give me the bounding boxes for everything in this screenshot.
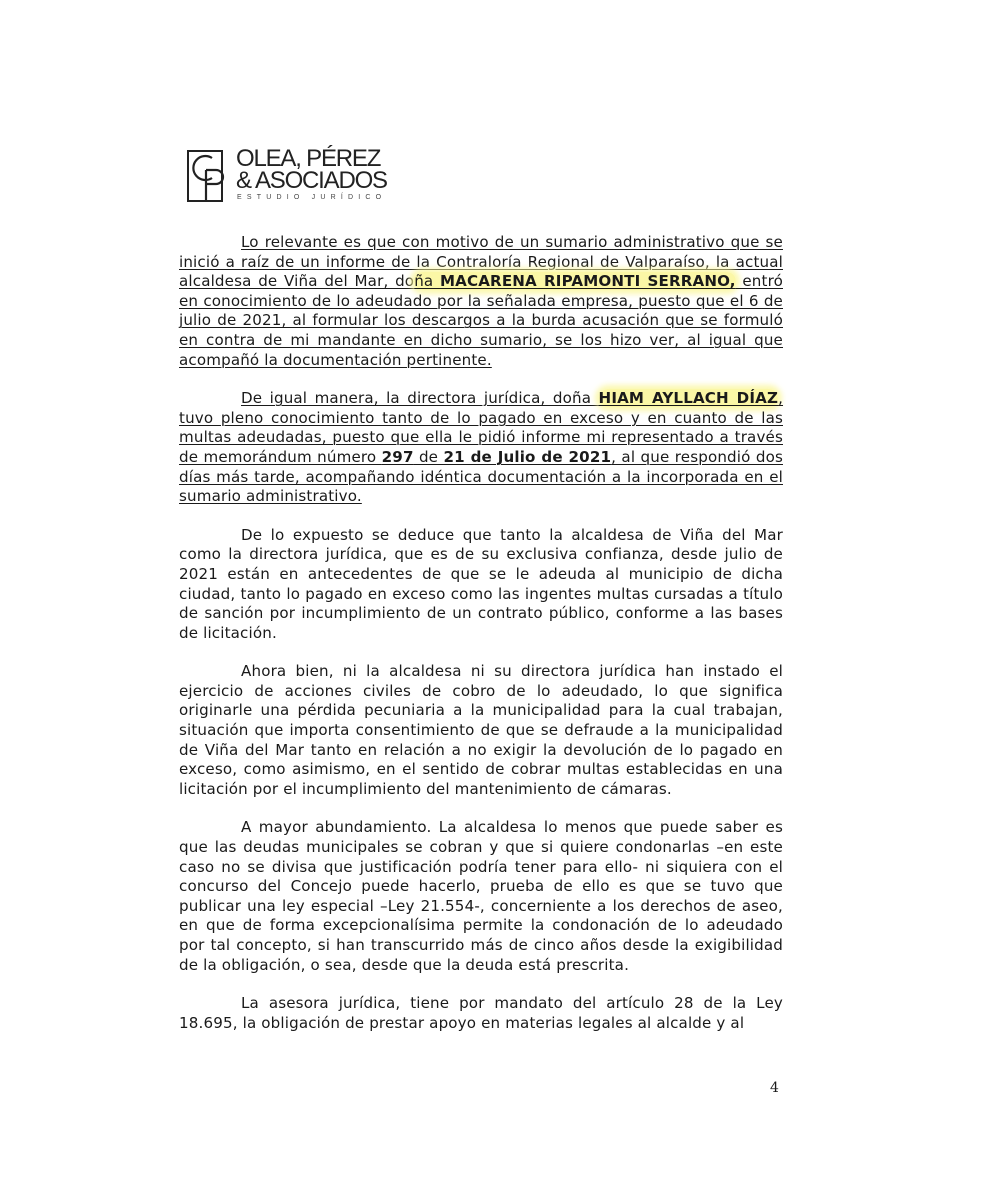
paragraph-5: A mayor abundamiento. La alcaldesa lo menos que puede saber es que las deudas municipales se cobran y que si quiere condonarlas –en este caso no se divisa que justificación podría tener para ello- ni siquiera con el concurso del Concejo puede hacerlo, prueba de ello es que se tuvo que publicar una ley especial –Ley 21.554-, concerniente a los derechos de aseo, en que de forma excepcionalísima permite la condonación de lo adeudado por tal concepto, si han transcurrido más de cinco años desde la exigibilidad de la obligación, o sea, desde que la deuda está prescrita. bbox=[179, 818, 783, 974]
paragraph-2 bbox=[179, 389, 783, 507]
memo-number: 297 bbox=[381, 447, 414, 466]
paragraph-1-text-a: Lo relevante es que con motivo de un sumario administrativo que se inició a raíz de un informe de la Contraloría Regional de Valparaíso, la actual alcaldesa de Viña del Mar, do bbox=[179, 233, 783, 291]
highlighted-name-macarena bbox=[414, 272, 736, 290]
logo-firm-name: OLEA, PÉREZ bbox=[236, 145, 381, 172]
paragraph-1-text-b: entró en conocimiento de lo adeudado por la señalada empresa, puesto que el 6 de julio de 2021, al formular los descargos a la burda acusación que se formuló en contra de mi mandante en dicho sumario, se los hizo ver, al igual que acompañó la documentación pertinente. bbox=[179, 272, 783, 369]
firm-logo bbox=[186, 145, 387, 204]
logo-firm-associates: & ASOCIADOS bbox=[236, 167, 387, 194]
paragraph-2-text-a: De igual manera, la directora jurídica, doña bbox=[241, 389, 599, 408]
paragraph-6: La asesora jurídica, tiene por mandato del artículo 28 de la Ley 18.695, la obligación de prestar apoyo en materias legales al alcalde y al bbox=[179, 994, 783, 1032]
paragraph-2-text-d: , al que respondió dos días más tarde, acompañando idéntica documentación a la incorporada en el sumario administrativo. bbox=[179, 447, 783, 506]
person-name-hiam: HIAM AYLLACH DÍAZ bbox=[598, 389, 779, 408]
highlighted-name-hiam bbox=[599, 389, 779, 407]
person-name-macarena: MACARENA RIPAMONTI SERRANO, bbox=[439, 272, 736, 291]
document-body bbox=[179, 233, 783, 1052]
paragraph-4: Ahora bien, ni la alcaldesa ni su directora jurídica han instado el ejercicio de acciones civiles de cobro de lo adeudado, lo que significa originarle una pérdida pecuniaria a la municipalidad para la cual trabajan, situación que importa consentimiento de que se defraude a la municipalidad de Viña del Mar tanto en relación a no exigir la devolución de lo pagado en exceso, como asimismo, en el sentido de cobrar multas establecidas en una licitación por el incumplimiento del mantenimiento de cámaras. bbox=[179, 662, 783, 798]
logo-tagline: ESTUDIO JURÍDICO bbox=[237, 194, 387, 201]
paragraph-2-text-c: de bbox=[413, 447, 444, 466]
page-number: 4 bbox=[770, 1080, 779, 1096]
paragraph-3: De lo expuesto se deduce que tanto la alcaldesa de Viña del Mar como la directora jurídica, que es de su exclusiva confianza, desde julio de 2021 están en antecedentes de que se le adeuda al municipio de dicha ciudad, tanto lo pagado en exceso como las ingentes multas cursadas a título de sanción por incumplimiento de un contrato público, conforme a las bases de licitación. bbox=[179, 525, 783, 642]
memo-date: 21 de Julio de 2021 bbox=[443, 447, 612, 466]
paragraph-1-text-hl: ña bbox=[414, 272, 440, 291]
paragraph-2-text-b: , tuvo pleno conocimiento tanto de lo pagado en exceso y en cuanto de las multas adeudadas, puesto que ella le pidió informe mi representado a través de memorándum número bbox=[179, 389, 784, 466]
paragraph-1 bbox=[179, 233, 783, 370]
op-monogram-icon bbox=[186, 148, 226, 204]
